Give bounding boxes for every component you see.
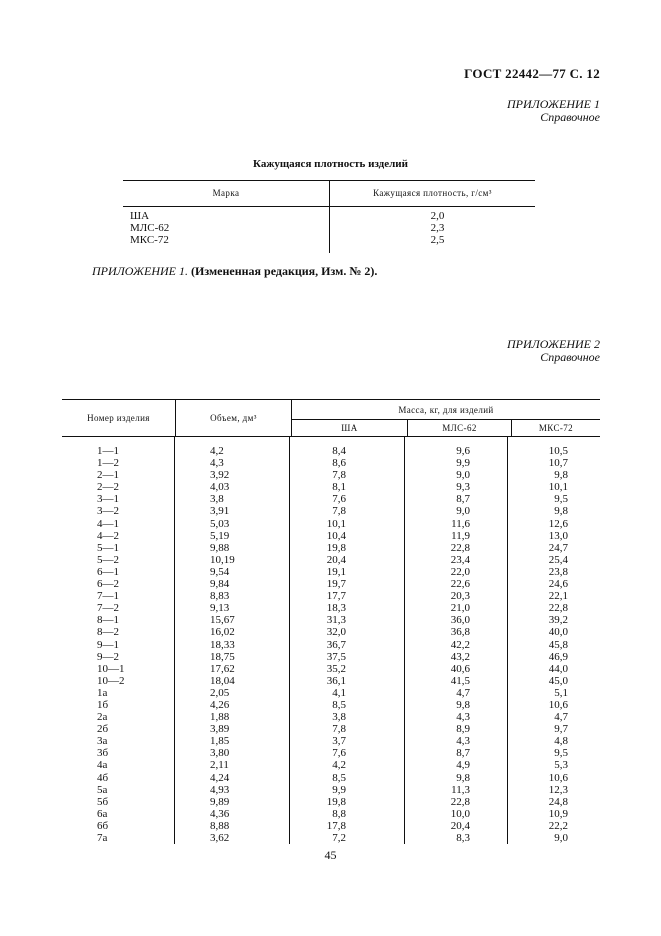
col-volume-header: Объем, дм³ — [176, 400, 292, 436]
sha-mass-cell: 4,1 — [332, 686, 346, 699]
mls-mass-cell: 9,0 — [456, 469, 470, 482]
mks-mass-cell: 10,5 — [548, 445, 568, 457]
volume-cell: 2,05 — [210, 686, 230, 699]
appendix2-sub: Справочное — [540, 350, 600, 364]
mls-mass-cell: 9,9 — [456, 457, 470, 470]
number-cell: 10—2 — [97, 674, 125, 687]
sha-mass-cell: 7,6 — [332, 493, 346, 506]
number-cell: 2б — [97, 723, 109, 736]
mls-mass-cell: 4,7 — [456, 686, 470, 699]
mls-mass-cell: 8,3 — [456, 832, 470, 844]
mks-mass-cell: 9,0 — [554, 832, 568, 844]
volume-column — [175, 437, 290, 844]
mks-mass-cell: 9,8 — [554, 505, 568, 518]
sha-mass-cell: 3,7 — [332, 735, 346, 748]
number-cell: 5—2 — [97, 553, 119, 566]
volume-cell: 16,02 — [210, 626, 235, 639]
number-cell: 5а — [97, 783, 108, 796]
mls-mass-cell: 4,9 — [456, 759, 470, 772]
mls-mass-cell: 10,0 — [450, 807, 470, 820]
page-header: ГОСТ 22442—77 С. 12 — [464, 66, 600, 81]
amendment-note-text: (Измененная редакция, Изм. № 2). — [190, 264, 378, 278]
volume-cell: 4,24 — [210, 771, 230, 784]
mks-mass-cell: 10,9 — [548, 807, 568, 820]
col-density-header: Кажущаяся плотность, г/см³ — [373, 188, 492, 198]
mls-mass-cell: 9,0 — [456, 505, 470, 518]
mls-mass-cell: 9,3 — [456, 481, 470, 494]
volume-cell: 18,33 — [210, 638, 235, 651]
number-cell: 7а — [97, 832, 108, 844]
mks-mass-cell: 9,7 — [554, 723, 568, 736]
mks-mass-cell: 9,5 — [554, 493, 568, 506]
mks-mass-cell: 22,2 — [548, 819, 568, 832]
mks-mass-cell: 10,1 — [548, 481, 568, 494]
volume-cell: 3,92 — [210, 469, 230, 482]
col-mls-header: МЛС-62 — [408, 420, 512, 436]
number-cell: 6а — [97, 807, 108, 820]
density-table-body — [123, 207, 535, 253]
sha-mass-cell: 31,3 — [326, 614, 346, 627]
mass-table-body — [62, 437, 600, 844]
col-mass-group — [292, 400, 600, 436]
mks-mass-cell: 24,6 — [548, 578, 568, 591]
number-cell: 7—1 — [97, 590, 119, 603]
volume-cell: 2,11 — [210, 759, 229, 772]
number-cell: 6б — [97, 819, 109, 832]
number-cell: 1—2 — [97, 457, 119, 470]
mks-mass-cell: 10,7 — [548, 457, 568, 470]
volume-cell: 4,03 — [210, 481, 230, 494]
density-table — [123, 180, 535, 253]
number-cell: 1—1 — [97, 445, 119, 457]
mls-mass-cell: 11,3 — [451, 783, 470, 796]
volume-cell: 3,80 — [210, 747, 230, 760]
brand-column — [123, 207, 330, 253]
mks-mass-cell: 45,8 — [548, 638, 568, 651]
volume-cell: 4,2 — [210, 445, 224, 457]
number-cell: 5б — [97, 795, 109, 808]
mls-mass-cell: 8,7 — [456, 493, 470, 506]
sha-mass-cell: 7,6 — [332, 747, 346, 760]
mls-mass-cell: 23,4 — [450, 553, 470, 566]
mks-mass-cell: 23,8 — [548, 565, 568, 578]
appendix1-sub: Справочное — [540, 110, 600, 124]
sha-mass-cell: 19,1 — [326, 565, 346, 578]
volume-cell: 1,88 — [210, 711, 230, 724]
volume-cell: 17,62 — [210, 662, 235, 675]
number-column — [62, 437, 175, 844]
volume-cell: 9,84 — [210, 578, 230, 591]
mks-mass-cell: 25,4 — [548, 553, 568, 566]
number-cell: 3—2 — [97, 505, 119, 518]
number-cell: 4—1 — [97, 517, 119, 530]
mass-table-header — [62, 400, 600, 437]
sha-column — [290, 437, 405, 844]
mls-mass-cell: 22,0 — [450, 565, 470, 578]
density-cell: 2,3 — [430, 222, 445, 234]
mks-mass-cell: 46,9 — [548, 650, 568, 663]
sha-mass-cell: 17,7 — [326, 590, 346, 603]
sha-mass-cell: 32,0 — [326, 626, 346, 639]
mks-mass-cell: 13,0 — [548, 529, 568, 542]
volume-cell: 3,8 — [210, 493, 224, 506]
mls-mass-cell: 9,6 — [456, 445, 470, 457]
col-mass-header: Масса, кг, для изделий — [292, 400, 600, 420]
number-cell: 10—1 — [97, 662, 125, 675]
volume-cell: 10,19 — [210, 553, 235, 566]
sha-mass-cell: 17,8 — [326, 819, 346, 832]
number-cell: 2—2 — [97, 481, 119, 494]
sha-mass-cell: 8,5 — [332, 698, 346, 711]
mls-mass-cell: 11,6 — [451, 517, 470, 530]
number-cell: 6—2 — [97, 578, 119, 591]
sha-mass-cell: 10,4 — [326, 529, 346, 542]
number-cell: 4б — [97, 771, 109, 784]
mks-mass-cell: 24,7 — [548, 541, 568, 554]
volume-cell: 3,62 — [210, 832, 230, 844]
mks-mass-cell: 24,8 — [548, 795, 568, 808]
sha-mass-cell: 7,8 — [332, 469, 346, 482]
sha-mass-cell: 19,8 — [326, 795, 346, 808]
number-cell: 8—2 — [97, 626, 119, 639]
mks-mass-cell: 22,1 — [548, 590, 568, 603]
sha-mass-cell: 8,6 — [332, 457, 346, 470]
sha-mass-cell: 7,8 — [332, 723, 346, 736]
number-cell: 9—2 — [97, 650, 119, 663]
volume-cell: 4,93 — [210, 783, 230, 796]
sha-mass-cell: 8,5 — [332, 771, 346, 784]
mls-mass-cell: 8,9 — [456, 723, 470, 736]
volume-cell: 9,88 — [210, 541, 230, 554]
sha-mass-cell: 3,8 — [332, 711, 346, 724]
number-cell: 2а — [97, 711, 108, 724]
number-cell: 4—2 — [97, 529, 119, 542]
table1-title: Кажущаяся плотность изделий — [253, 158, 408, 170]
mks-mass-cell: 4,7 — [554, 711, 568, 724]
volume-cell: 1,85 — [210, 735, 230, 748]
sha-mass-cell: 36,1 — [326, 674, 346, 687]
sha-mass-cell: 19,8 — [326, 541, 346, 554]
mks-mass-cell: 5,1 — [554, 686, 568, 699]
sha-mass-cell: 37,5 — [326, 650, 346, 663]
number-cell: 5—1 — [97, 541, 119, 554]
number-cell: 1а — [97, 686, 108, 699]
volume-cell: 9,89 — [210, 795, 230, 808]
sha-mass-cell: 20,4 — [326, 553, 346, 566]
appendix1-label: ПРИЛОЖЕНИЕ 1 — [507, 97, 600, 111]
mls-mass-cell: 41,5 — [450, 674, 470, 687]
brand-cell: МКС-72 — [130, 234, 169, 246]
number-cell: 7—2 — [97, 602, 119, 615]
brand-cell: ША — [130, 210, 150, 222]
mls-mass-cell: 20,4 — [450, 819, 470, 832]
mls-mass-cell: 21,0 — [450, 602, 470, 615]
volume-cell: 4,36 — [210, 807, 230, 820]
mls-mass-cell: 4,3 — [456, 711, 470, 724]
volume-cell: 18,75 — [210, 650, 235, 663]
mls-mass-cell: 22,8 — [450, 795, 470, 808]
brand-cell: МЛС-62 — [130, 222, 170, 234]
mks-mass-cell: 9,5 — [554, 747, 568, 760]
mls-mass-cell: 9,8 — [456, 698, 470, 711]
mls-mass-cell: 11,9 — [451, 529, 470, 542]
mls-mass-cell: 4,3 — [456, 735, 470, 748]
mass-table — [62, 399, 600, 844]
mks-mass-cell: 22,8 — [548, 602, 568, 615]
col-sha-header: ША — [292, 420, 408, 436]
volume-cell: 9,54 — [210, 565, 230, 578]
number-cell: 6—1 — [97, 565, 119, 578]
volume-cell: 18,04 — [210, 674, 235, 687]
mks-mass-cell: 12,6 — [548, 517, 568, 530]
amendment-note-ref: ПРИЛОЖЕНИЕ 1. — [92, 264, 188, 278]
sha-mass-cell: 7,8 — [332, 505, 346, 518]
mks-mass-cell: 10,6 — [548, 771, 568, 784]
sha-mass-cell: 8,1 — [332, 481, 346, 494]
sha-mass-cell: 4,2 — [332, 759, 346, 772]
mks-mass-cell: 45,0 — [548, 674, 568, 687]
mls-mass-cell: 36,8 — [450, 626, 470, 639]
mls-mass-cell: 8,7 — [456, 747, 470, 760]
mks-mass-cell: 5,3 — [554, 759, 568, 772]
sha-mass-cell: 35,2 — [326, 662, 346, 675]
number-cell: 4а — [97, 759, 108, 772]
appendix1-block — [507, 98, 600, 124]
col-mass-subheaders — [292, 420, 600, 436]
volume-cell: 5,19 — [210, 529, 230, 542]
mks-mass-cell: 12,3 — [548, 783, 568, 796]
number-cell: 3—1 — [97, 493, 119, 506]
volume-cell: 15,67 — [210, 614, 235, 627]
appendix2-block — [507, 338, 600, 364]
sha-mass-cell: 8,8 — [332, 807, 346, 820]
volume-cell: 9,13 — [210, 602, 230, 615]
volume-cell: 3,89 — [210, 723, 230, 736]
volume-cell: 3,91 — [210, 505, 230, 518]
appendix2-label: ПРИЛОЖЕНИЕ 2 — [507, 337, 600, 351]
density-column — [330, 207, 535, 253]
mks-mass-cell: 10,6 — [548, 698, 568, 711]
number-cell: 3а — [97, 735, 108, 748]
col-mks-header: МКС-72 — [538, 423, 574, 433]
volume-cell: 4,26 — [210, 698, 230, 711]
sha-mass-cell: 10,1 — [326, 517, 346, 530]
mls-mass-cell: 22,6 — [450, 578, 470, 591]
mls-mass-cell: 36,0 — [450, 614, 470, 627]
sha-mass-cell: 8,4 — [332, 445, 346, 457]
mks-column — [508, 437, 600, 844]
number-cell: 1б — [97, 698, 109, 711]
sha-mass-cell: 36,7 — [326, 638, 346, 651]
mls-mass-cell: 9,8 — [456, 771, 470, 784]
sha-mass-cell: 19,7 — [326, 578, 346, 591]
mks-mass-cell: 44,0 — [548, 662, 568, 675]
volume-cell: 8,83 — [210, 590, 230, 603]
sha-mass-cell: 7,2 — [332, 832, 346, 844]
mls-mass-cell: 20,3 — [450, 590, 470, 603]
mls-column — [405, 437, 508, 844]
mks-mass-cell: 40,0 — [548, 626, 568, 639]
volume-cell: 8,88 — [210, 819, 230, 832]
mls-mass-cell: 40,6 — [450, 662, 470, 675]
number-cell: 2—1 — [97, 469, 119, 482]
number-cell: 9—1 — [97, 638, 119, 651]
sha-mass-cell: 18,3 — [326, 602, 346, 615]
mls-mass-cell: 42,2 — [450, 638, 470, 651]
density-cell: 2,0 — [430, 210, 445, 222]
volume-cell: 5,03 — [210, 517, 230, 530]
number-cell: 3б — [97, 747, 109, 760]
amendment-note — [92, 264, 377, 279]
density-table-header — [123, 181, 535, 207]
mks-mass-cell: 9,8 — [554, 469, 568, 482]
volume-cell: 4,3 — [210, 457, 224, 470]
page-number: 45 — [324, 848, 337, 862]
mls-mass-cell: 43,2 — [450, 650, 470, 663]
number-cell: 8—1 — [97, 614, 119, 627]
col-brand-header: Марка — [123, 181, 330, 206]
col-number-header: Номер изделия — [62, 400, 176, 436]
mls-mass-cell: 22,8 — [450, 541, 470, 554]
sha-mass-cell: 9,9 — [332, 783, 346, 796]
mks-mass-cell: 4,8 — [554, 735, 568, 748]
mks-mass-cell: 39,2 — [548, 614, 568, 627]
density-cell: 2,5 — [430, 234, 445, 246]
